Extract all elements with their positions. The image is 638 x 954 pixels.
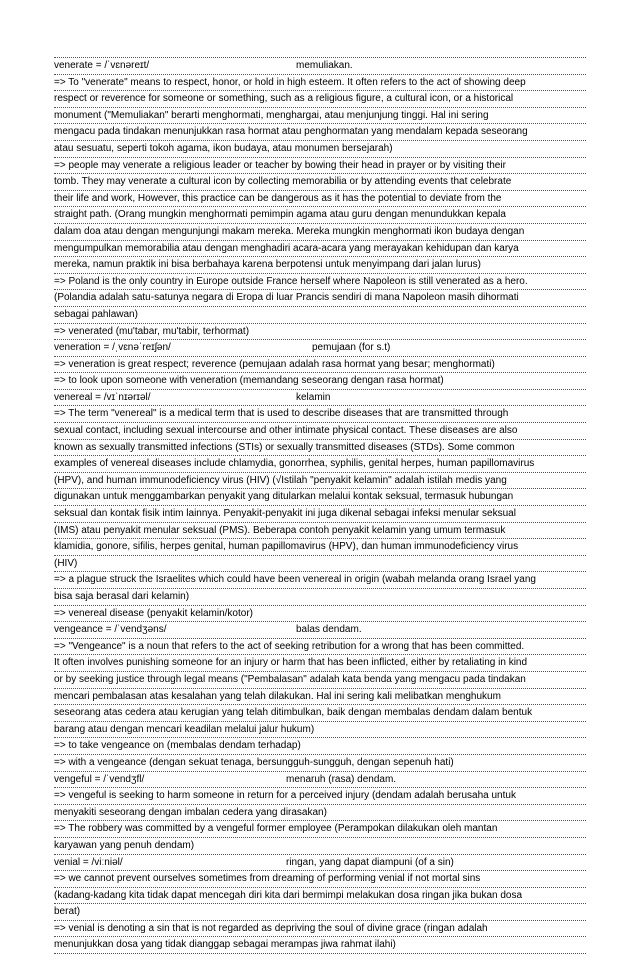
entry-heading [54, 340, 586, 357]
entry-meaning: menaruh (rasa) dendam. [286, 772, 396, 788]
entry-line: dalam doa atau dengan mengunjungi makam mereka. Mereka mungkin menghormati ikon budaya dengan [54, 224, 586, 241]
entry-term: venerate = /ˈvɛnəreɪt/ [54, 58, 296, 74]
entry-venial [54, 854, 586, 954]
entry-line: sexual contact, including sexual intercourse and other intimate physical contact. These diseases are also [54, 423, 586, 440]
entry-line: mengumpulkan memorabilia atau dengan menghadiri acara-acara yang merayakan kehidupan dan karya [54, 241, 586, 258]
entry-veneration [54, 339, 586, 389]
entry-line: (HIV) [54, 556, 586, 573]
entry-line: => to take vengeance on (membalas dendam terhadap) [54, 738, 586, 755]
entry-meaning: balas dendam. [296, 622, 362, 638]
entry-line: => venereal disease (penyakit kelamin/kotor) [54, 606, 586, 622]
entry-line: => To "venerate" means to respect, honor, or hold in high esteem. It often refers to the act of showing deep [54, 75, 586, 92]
entry-line: => we cannot prevent ourselves sometimes from dreaming of performing venial if not mortal sins [54, 871, 586, 888]
entry-meaning: memuliakan. [296, 58, 353, 74]
entry-line: digunakan untuk menggambarkan penyakit yang ditularkan melalui kontak seksual, termasuk hubungan [54, 489, 586, 506]
entry-venerate [54, 57, 586, 339]
entry-line: (HPV), and human immunodeficiency virus (HIV) (√Istilah "penyakit kelamin" adalah istilah medis yang [54, 473, 586, 490]
entry-line: monument ("Memuliakan" berarti menghormati, menghargai, atau menjunjung tinggi. Hal ini sering [54, 108, 586, 125]
entry-line: known as sexually transmitted infections (STIs) or sexually transmitted diseases (STDs). Some common [54, 440, 586, 457]
entry-line: karyawan yang penuh dendam) [54, 838, 586, 854]
entry-line: (kadang-kadang kita tidak dapat mencegah diri kita dari bermimpi melakukan dosa ringan jika bukan dosa [54, 888, 586, 905]
entry-line: menunjukkan dosa yang tidak dianggap sebagai merampas jiwa rahmat ilahi) [54, 937, 586, 953]
entry-line: => venerated (mu'tabar, mu'tabir, terhormat) [54, 324, 586, 340]
entry-line: => vengeful is seeking to harm someone in return for a perceived injury (dendam adalah berusaha untuk [54, 788, 586, 805]
entry-line: => Poland is the only country in Europe outside France herself where Napoleon is still venerated as a hero. [54, 274, 586, 291]
entry-line: klamidia, gonore, sifilis, herpes genital, human papillomavirus (HPV), dan human immunodeficiency virus [54, 539, 586, 556]
entry-line: tomb. They may venerate a cultural icon by collecting memorabilia or by attending events that celebrate [54, 174, 586, 191]
entry-heading [54, 390, 586, 407]
dictionary-page [54, 57, 586, 954]
entry-line: mengacu pada tindakan menunjukkan rasa hormat atau penghormatan yang mendalam kepada seseorang [54, 124, 586, 141]
entry-vengeful [54, 771, 586, 854]
entry-heading [54, 622, 586, 639]
entry-line: barang atau dengan mencari keadilan melalui jalur hukum) [54, 722, 586, 739]
entry-line: => people may venerate a religious leader or teacher by bowing their head in prayer or by visiting their [54, 158, 586, 175]
entry-line: => veneration is great respect; reverence (pemujaan adalah rasa hormat yang besar; menghormati) [54, 357, 586, 374]
entry-line: their life and work, However, this practice can be dangerous as it has the potential to deviate from the [54, 191, 586, 208]
entry-line: berat) [54, 904, 586, 921]
entry-line: seseorang atas cedera atau kerugian yang telah ditimbulkan, baik dengan membalas dendam dalam bentuk [54, 705, 586, 722]
entry-term: venereal = /vɪˈnɪərɪəl/ [54, 390, 296, 406]
entry-meaning: ringan, yang dapat diampuni (of a sin) [286, 855, 454, 871]
entry-line: => "Vengeance" is a noun that refers to the act of seeking retribution for a wrong that has been committed. [54, 639, 586, 656]
entry-line: => The robbery was committed by a vengeful former employee (Perampokan dilakukan oleh mantan [54, 821, 586, 838]
entry-line: seksual dan kontak fisik intim lainnya. Penyakit-penyakit ini juga dikenal sebagai infeksi menular seksual [54, 506, 586, 523]
entry-line: menyakiti seseorang dengan imbalan cedera yang dirasakan) [54, 805, 586, 822]
entry-line: examples of venereal diseases include chlamydia, gonorrhea, syphilis, genital herpes, human papillomavirus [54, 456, 586, 473]
entry-line: bisa saja berasal dari kelamin) [54, 589, 586, 606]
entry-term: venial = /viːniəl/ [54, 855, 286, 871]
entry-line: mereka, namun praktik ini bisa berbahaya karena berpotensi untuk menyimpang dari jalan lurus) [54, 257, 586, 274]
entry-line: => a plague struck the Israelites which could have been venereal in origin (wabah melanda orang Israel yang [54, 572, 586, 589]
entry-vengeance [54, 621, 586, 770]
entry-line: => The term "venereal" is a medical term that is used to describe diseases that are transmitted through [54, 406, 586, 423]
entry-line: straight path. (Orang mungkin menghormati pemimpin agama atau guru dengan menundukkan kepala [54, 207, 586, 224]
entry-meaning: pemujaan (for s.t) [312, 340, 390, 356]
entry-line: atau sesuatu, seperti tokoh agama, ikon budaya, atau monumen bersejarah) [54, 141, 586, 158]
entry-line: (IMS) atau penyakit menular seksual (PMS). Beberapa contoh penyakit kelamin yang umum termasuk [54, 523, 586, 540]
entry-line: (Polandia adalah satu-satunya negara di Eropa di luar Prancis sendiri di mana Napoleon masih dihormati [54, 290, 586, 307]
entry-meaning: kelamin [296, 390, 330, 406]
entry-line: mencari pembalasan atas kesalahan yang telah dilakukan. Hal ini sering kali melibatkan menghukum [54, 689, 586, 706]
entry-line: => venial is denoting a sin that is not regarded as depriving the soul of divine grace (ringan adalah [54, 921, 586, 938]
entry-heading [54, 58, 586, 75]
entry-line: sebagai pahlawan) [54, 307, 586, 324]
entry-line: or by seeking justice through legal means ("Pembalasan" adalah kata benda yang mengacu pada tindakan [54, 672, 586, 689]
entry-term: vengeance = /ˈvendʒəns/ [54, 622, 296, 638]
entry-term: vengeful = /ˈvendʒfl/ [54, 772, 286, 788]
entry-line: respect or reverence for someone or something, such as a religious figure, a cultural icon, or a historical [54, 91, 586, 108]
entry-line: It often involves punishing someone for an injury or harm that has been inflicted, either by retaliating in kind [54, 655, 586, 672]
entry-heading [54, 772, 586, 789]
entry-venereal [54, 389, 586, 621]
entry-line: => to look upon someone with veneration (memandang seseorang dengan rasa hormat) [54, 373, 586, 389]
entry-term: veneration = /ˌvɛnəˈreɪʃən/ [54, 340, 312, 356]
entry-heading [54, 855, 586, 872]
entry-line: => with a vengeance (dengan sekuat tenaga, bersungguh-sungguh, dengan sepenuh hati) [54, 755, 586, 771]
